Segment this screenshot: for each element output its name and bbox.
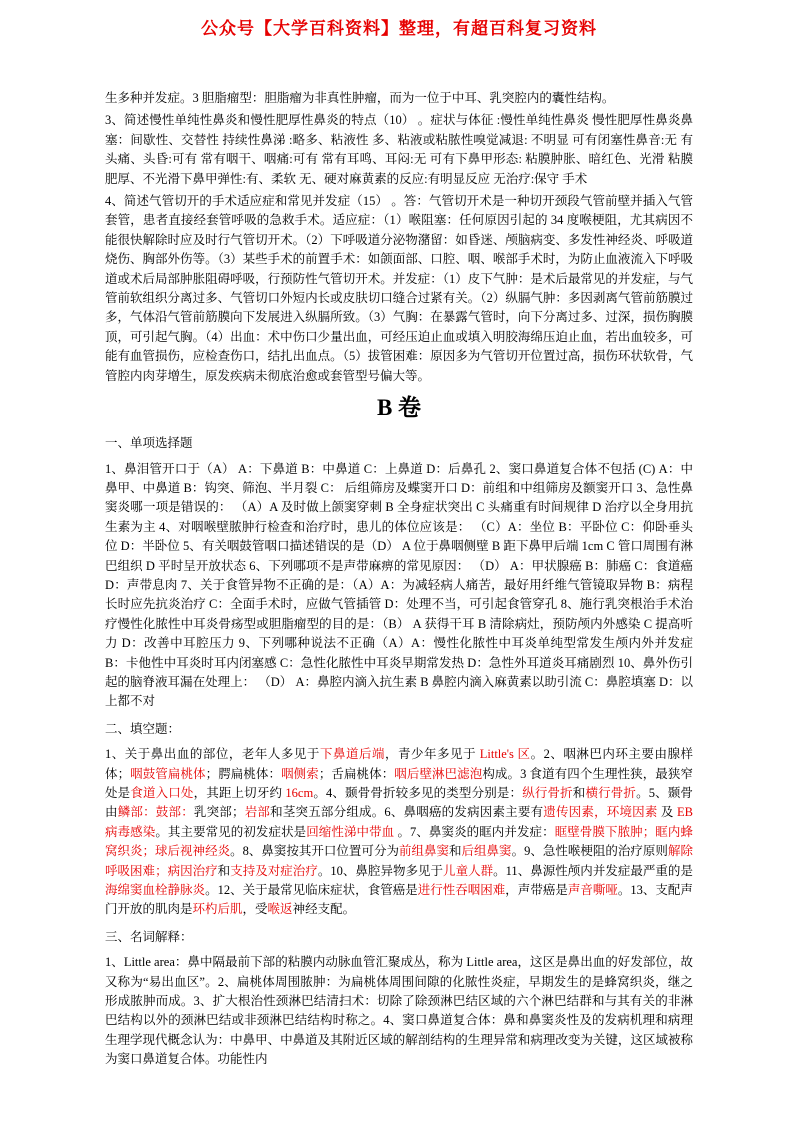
text-segment-black: 构成。3 食道有四个生理性狭，最狭窄处是 [105, 766, 693, 800]
text-segment-black: 和茎突五部分组成。6、鼻咽癌的发病因素主要有 [270, 805, 544, 820]
text-segment-black: 1、关于鼻出血的部位，老年人多见于 [105, 747, 320, 762]
text-segment-red: Little's 区 [479, 747, 531, 762]
text-segment-black: ；腭扁桃体： [205, 766, 282, 781]
heading-single-choice [105, 434, 693, 453]
text-segment-black: 和 [572, 786, 586, 800]
text-segment-red: EB 病毒感染 [105, 805, 693, 839]
document-header-title: 公众号【大学百科资料】整理，有超百科复习资料 [201, 19, 597, 38]
text-segment-red: 支持及对症治疗 [230, 863, 318, 878]
text-segment-black: ，其距上切牙约 [193, 786, 286, 800]
paragraph-term-explanation [105, 953, 693, 1069]
text-segment-red: 鳞部：鼓部： [117, 805, 194, 820]
text-segment-black: 及 [657, 805, 677, 820]
text-segment-red: 眶壁骨膜下脓肿；眶内蜂窝织炎；球后视神经炎 [105, 824, 693, 859]
text-segment-black: 一、单项选择题 [105, 436, 193, 451]
text-segment-black: 二、填空题： [105, 721, 181, 736]
text-segment-red: 后组鼻窦 [461, 844, 512, 859]
paragraph-fill-in-blank [105, 745, 693, 920]
heading-fill-in-blank [105, 720, 693, 739]
text-segment-red: 解除呼吸困难；病因治疗 [105, 844, 693, 878]
text-segment-black: 三、名词解释： [105, 929, 193, 944]
text-segment-red: 咽后壁淋巴滤泡 [394, 766, 483, 781]
text-segment-red: 声音嘶哑 [567, 883, 618, 898]
text-segment-black: 3、简述慢性单纯性鼻炎和慢性肥厚性鼻炎的特点（10） 。症状与体征 :慢性单纯性鼻炎 慢性肥厚性鼻炎鼻塞：间歇性、交替性 持续性鼻涕 :略多、粘液性 多、粘液或粘脓性嗅觉减退: 不明显 可有闭塞性鼻音:无 有头痛、头昏:可有 常有咽干、咽痛:可有 常有耳鸣、耳闷:无 可有下鼻甲形态: 粘膜肿胀、暗红色、光滑 粘膜肥厚、不光滑下鼻甲弹性:有、柔软 无、硬对麻黄素的反应:有明显反应 无治疗:保守 手术 [105, 113, 693, 186]
text-segment-black: 。11、鼻源性颅内并发症最严重的是 [493, 863, 693, 878]
text-segment-black: 1、Little area：鼻中隔最前下部的粘膜内动脉血管汇聚成丛，称为 Little area，这区是鼻出血的好发部位，故又称为“易出血区”。2、扁桃体周围脓肿：为扁桃体周围间隙的化脓性炎症，早期发生的是蜂窝织炎，继之形成脓肿而成。3、扩大根治性颈淋巴结清扫术：切除了除颈淋巴结区域的六个淋巴结群和与其有关的非淋巴结构以外的颈淋巴结或非颈淋巴结结构时称之。4、窦口鼻道复合体：鼻和鼻窦炎性及的发病机理和病理生理学现代概念认为：中鼻甲、中鼻道及其附近区域的解剖结构的生理异常和病理改变为关键，这区域被称为窦口鼻道复合体。功能性内 [105, 955, 693, 1067]
text-segment-red: 回缩性涕中带血 [306, 824, 395, 839]
text-segment-red: 前组鼻窦 [398, 844, 450, 859]
heading-term-explanation [105, 928, 693, 947]
text-segment-red: 儿童人群 [443, 863, 494, 878]
text-segment-red: 遗传因素，环境因素 [543, 805, 658, 820]
text-segment-red: 进行性吞咽困难 [417, 883, 506, 898]
text-segment-black: 。10、鼻腔异物多见于 [317, 863, 444, 878]
text-segment-black: 4、简述气管切开的手术适应症和常见并发症（15） 。答：气管切开术是一种切开颈段气管前壁并插入气管套管，患者直接经套管呼吸的急救手术。适应症：（1）喉阻塞：任何原因引起的 34 度喉梗阻，尤其病因不能很快解除时应及时行气管切开术。（2）下呼吸道分泌物潴留：如昏迷、颅脑病变、多发性神经炎、呼吸道烧伤、胸部外伤等。（3）某些手术的前置手术：如颌面部、口腔、咽、喉部手术时，为防止血液流入下呼吸道或术后局部肿胀阻碍呼吸，行预防性气管切开术。并发症：（1）皮下气肿：是术后最常见的并发症，与气管前软组织分离过多、气管切口外短内长或皮肤切口缝合过紧有关。（2）纵膈气肿：多因剥离气管前筋膜过多，气体沿气管前筋膜向下发展进入纵膈所致。（3）气胸：在暴露气管时，向下分离过多、过深，损伤胸膜顶，可引起气胸。（4）出血：术中伤口少量出血，可经压迫止血或填入明胶海绵压迫止血，若出血较多，可能有血管损伤，应检查伤口，结扎出血点。（5）拔管困难：原因多为气管切开位置过高，损伤环状软骨，气管腔内肉芽增生，原发疾病未彻底治愈或套管型号偏大等。 [105, 194, 693, 383]
text-segment-black: 。5、颞骨由 [105, 786, 693, 820]
text-segment-red: 咽鼓管扁桃体 [130, 766, 206, 781]
text-segment-black: 。13、支配声门开放的肌肉是 [105, 883, 693, 917]
text-segment-black: ，受 [242, 902, 268, 917]
text-segment-red: 纵行骨折 [522, 786, 573, 800]
text-segment-black: ；舌扁桃体： [318, 766, 395, 781]
text-segment-black: 。2、咽淋巴内环主要由腺样体； [105, 747, 693, 781]
text-segment-black: 。8、鼻窦按其开口位置可分为 [230, 844, 399, 859]
paragraph-choice-questions [105, 460, 693, 712]
text-segment-red: 食道入口处 [130, 786, 194, 800]
text-segment-black: ，青少年多见于 [385, 747, 480, 762]
text-segment-red: 下鼻道后端 [319, 747, 386, 762]
text-segment-black: 神经支配。 [292, 902, 356, 917]
text-segment-black: 。9、急性喉梗阻的治疗原则 [511, 844, 668, 859]
text-segment-black: 和 [217, 863, 231, 878]
text-segment-black: 。12、关于最常见临床症状，食管癌是 [205, 883, 418, 898]
text-segment-black: 生多种并发症。3 胆脂瘤型：胆脂瘤为非真性肿瘤，而为一位于中耳、乳突腔内的囊性结构。 [105, 91, 615, 105]
text-segment-black: 。其主要常见的初发症状是 [155, 824, 307, 839]
text-segment-black: 1、鼻泪管开口于（A） A：下鼻道 B：中鼻道 C：上鼻道 D：后鼻孔 2、窦口鼻道复合体不包括 (C) A：中鼻甲、中鼻道 B：钩突、筛泡、半月裂 C： 后组筛房及蝶窦开口 D：前组和中组筛房及额窦开口 3、急性鼻窦炎哪一项是错误的： （A）A 及时做上颌窦穿刺 B 全身症状突出 C 头痛重有时间规律 D 治疗以全身用抗生素为主 4、对咽喉壁脓肿行检查和治疗时，患儿的体位应该是： （C）A：坐位 B：平卧位 C：仰卧垂头位 D：半卧位 5、有关咽鼓管咽口描述错误的是（D） A 位于鼻咽侧壁 B 距下鼻甲后端 1cm C 管口周围有淋巴组织 D 平时呈开放状态 6、下列哪项不是声带麻痹的常见原因： （D） A：甲状腺癌 B：肺癌 C：食道癌 D：声带息肉 7、关于食管异物不正确的是：（A）A：为减轻病人痛苦，最好用纤维气管镜取异物 B：病程长时应先抗炎治疗 C：全面手术时，应做气管插管 D：处理不当，可引起食管穿孔 8、施行乳突根治手术治疗慢性化脓性中耳炎骨疡型或胆脂瘤型的目的是：（B） A 获得干耳 B 清除病灶，预防颅内外感染 C 提高听力 D：改善中耳腔压力 9、下列哪种说法不正确（A）A：慢性化脓性中耳炎单纯型常发生颅内外并发症 B：卡他性中耳炎时耳内闭塞感 C：急性化脓性中耳炎早期常发热 D：急性外耳道炎耳痛剧烈 10、鼻外伤引起的脑脊液耳漏在处理上： （D） A：鼻腔内滴入抗生素 B 鼻腔内滴入麻黄素以助引流 C：鼻腔填塞 D：以上都不对 [105, 461, 693, 709]
text-segment-black: ，声带癌是 [505, 883, 568, 898]
text-segment-red: 喉返 [267, 902, 293, 917]
paragraph-continuation [105, 89, 693, 108]
text-segment-black: 乳突部； [193, 805, 245, 820]
paragraph-question-3 [105, 111, 693, 189]
section-title-b-volume [105, 394, 693, 422]
text-segment-red: 环杓后肌 [192, 902, 243, 917]
text-segment-red: 海绵窦血栓静脉炎 [105, 883, 206, 898]
text-segment-black: 。7、鼻窦炎的眶内并发症： [394, 824, 555, 839]
text-segment-red: 16cm [285, 786, 314, 800]
text-segment-red: 咽侧索 [281, 766, 319, 781]
text-segment-black: 和 [449, 844, 462, 859]
text-segment-black: 。4、颞骨骨折较多见的类型分别是： [313, 786, 523, 800]
document-body [105, 89, 693, 1070]
paragraph-question-4 [105, 192, 693, 386]
text-segment-red: 岩部 [244, 805, 271, 820]
text-segment-black: B 卷 [376, 395, 422, 421]
text-segment-red: 横行骨折 [585, 786, 637, 800]
